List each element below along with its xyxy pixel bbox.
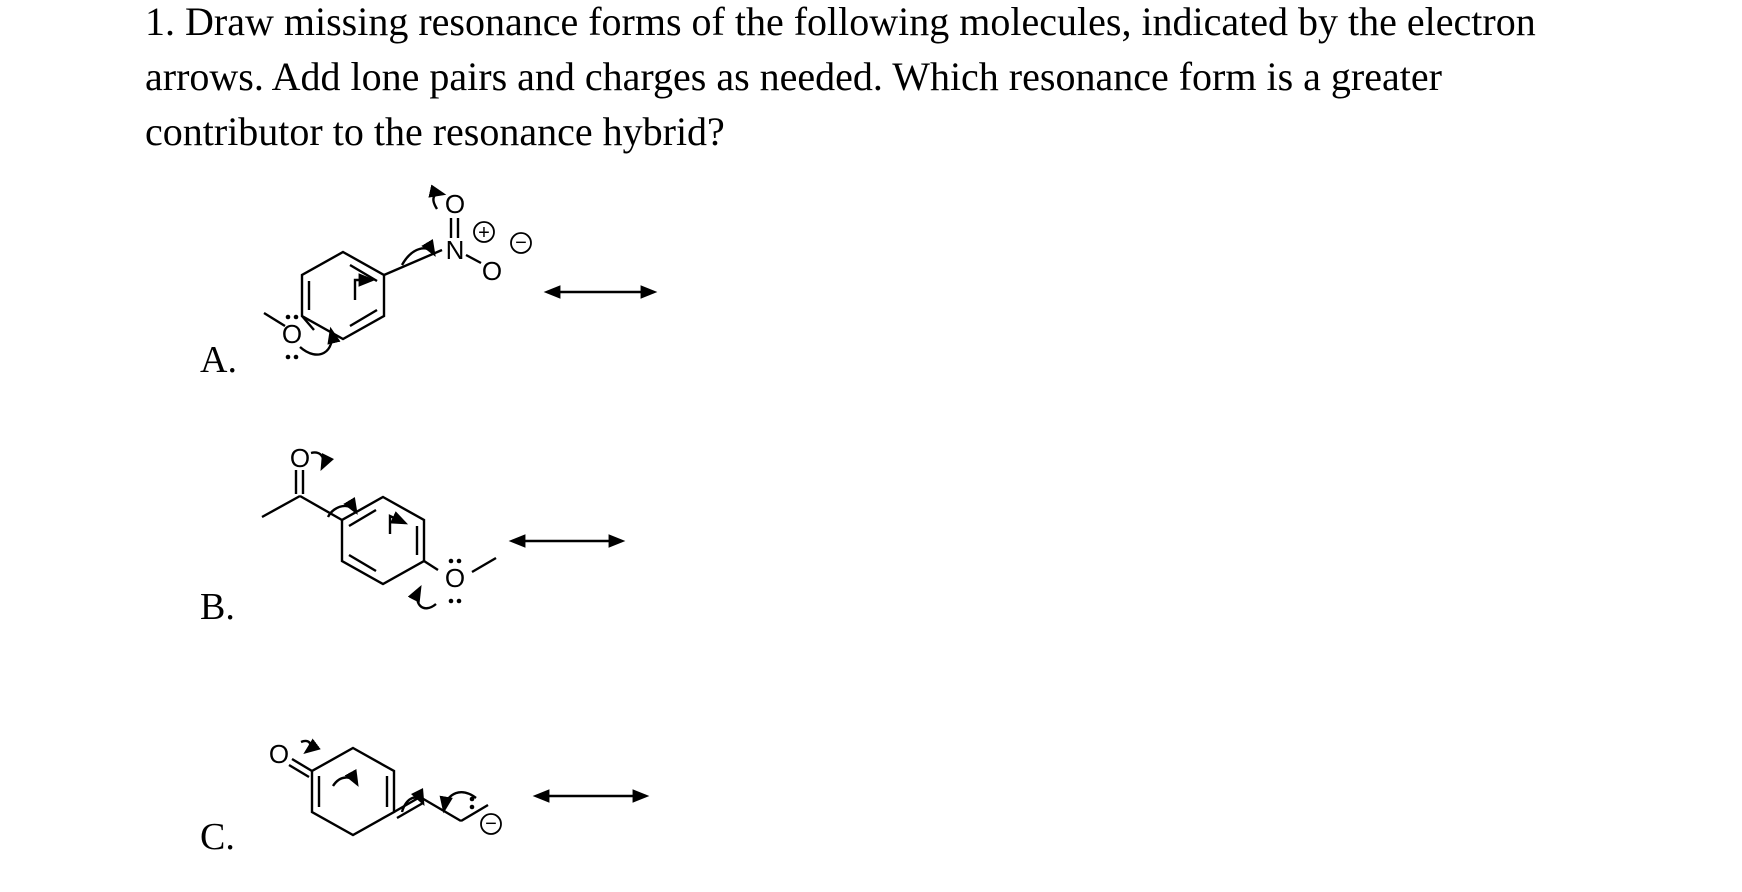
molecule-c	[289, 741, 646, 835]
minus-charge-c: −	[485, 813, 497, 835]
molecule-c-atoms	[269, 739, 501, 835]
problem-label-a: A.	[200, 339, 237, 381]
problem-label-b: B.	[200, 586, 235, 628]
atom-o-carbonyl-b: O	[289, 443, 311, 473]
molecule-a-atoms	[282, 189, 531, 359]
atom-o-methoxy-b: O	[444, 563, 466, 593]
molecule-b	[262, 452, 622, 608]
benzene-ring-a	[302, 252, 384, 339]
cyclohexadiene-ring-c	[312, 748, 394, 835]
atom-o-carbonyl-c: O	[268, 739, 290, 769]
plus-charge-a: +	[478, 222, 490, 244]
atom-o-nitro-bottom-a: O	[481, 256, 503, 286]
minus-charge-a: −	[515, 232, 527, 254]
atom-o-methoxy-a: O	[281, 319, 303, 349]
atom-o-nitro-top-a: O	[444, 189, 466, 219]
problem-label-c: C.	[200, 816, 235, 858]
molecule-b-atoms	[290, 443, 465, 603]
atom-n-nitro-a: N	[445, 235, 465, 265]
question-text: 1. Draw missing resonance forms of the following molecules, indicated by the electron arrows. Add lone pairs and charges as needed. Which resonance form is a greater contributor to the resonance hybrid?	[145, 0, 1536, 154]
